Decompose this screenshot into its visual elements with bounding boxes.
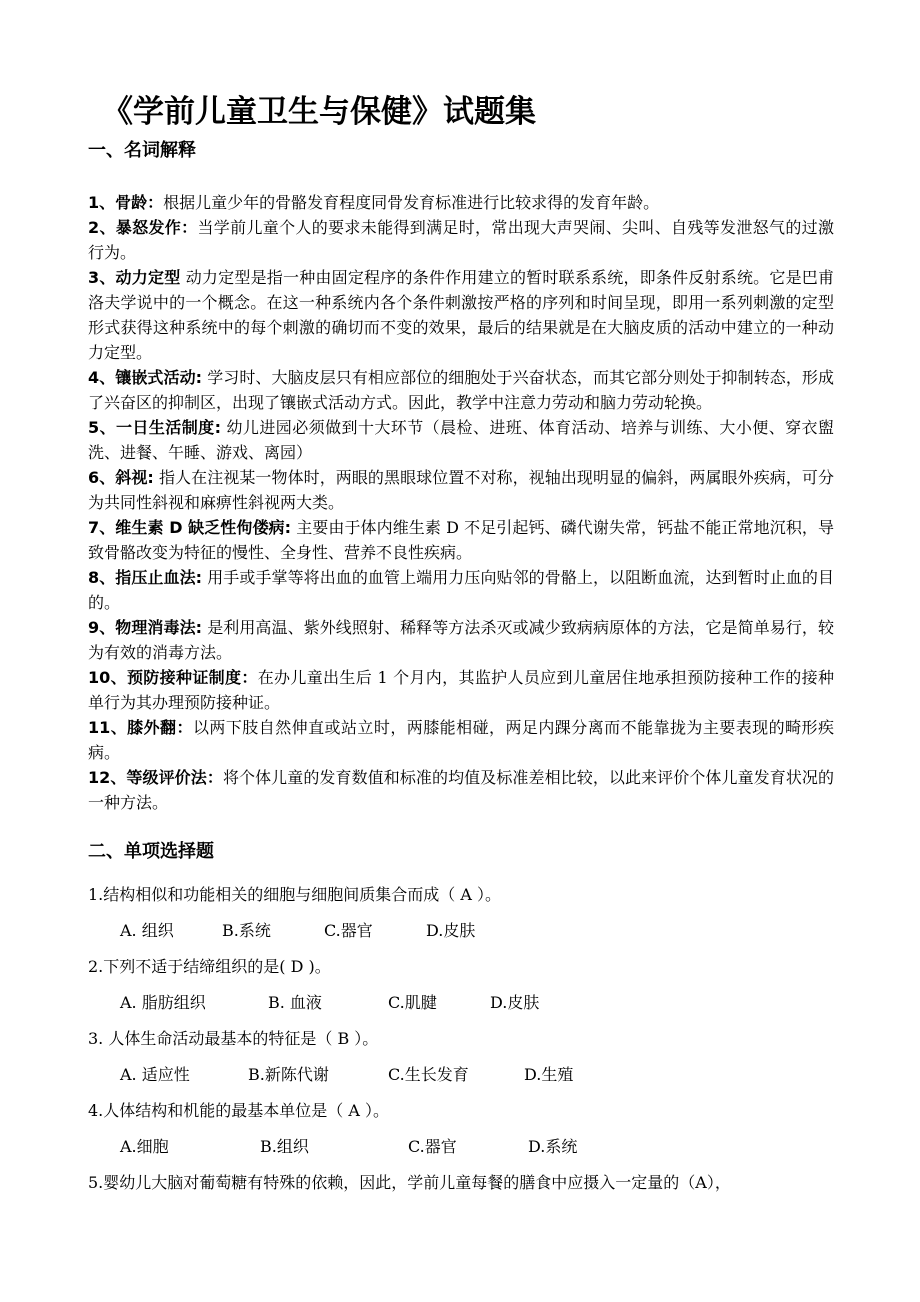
definition-text: 指人在注视某一物体时，两眼的黑眼球位置不对称，视轴出现明显的偏斜，两属眼外疾病，可分为共同性斜视和麻痹性斜视两大类。 bbox=[88, 468, 834, 512]
section-heading-definitions: 一、名词解释 bbox=[88, 140, 196, 161]
question-text: 2.下列不适于结缔组织的是( D )。 bbox=[88, 957, 331, 976]
definition-text: 根据儿童少年的骨骼发育程度同骨发育标准进行比较求得的发育年龄。 bbox=[163, 193, 660, 212]
definition-item bbox=[88, 190, 834, 215]
question-text: 3. 人体生命活动最基本的特征是（ B ）。 bbox=[88, 1029, 379, 1048]
option-b: B. 血液 bbox=[268, 993, 322, 1012]
definition-item bbox=[88, 365, 834, 415]
definition-term: 5、一日生活制度: bbox=[88, 418, 221, 437]
option-c: C.肌腱 bbox=[388, 993, 437, 1012]
question-text: 5.婴幼儿大脑对葡萄糖有特殊的依赖，因此，学前儿童每餐的膳食中应摄入一定量的（A）， bbox=[88, 1173, 731, 1192]
option-b: B.新陈代谢 bbox=[248, 1065, 329, 1084]
definition-text: 幼儿进园必须做到十大环节（晨检、进班、体育活动、培养与训练、大小便、穿衣盥洗、进餐、午睡、游戏、离园） bbox=[88, 418, 834, 462]
questions-list bbox=[88, 883, 834, 1195]
definition-term: 10、预防接种证制度： bbox=[88, 668, 258, 687]
option-d: D.生殖 bbox=[524, 1065, 574, 1084]
option-d: D.皮肤 bbox=[426, 921, 476, 940]
definition-item bbox=[88, 215, 834, 265]
document-page bbox=[88, 88, 834, 1207]
definition-text: 当学前儿童个人的要求未能得到满足时，常出现大声哭闹、尖叫、自残等发泄怒气的过激行为。 bbox=[88, 218, 834, 262]
definition-item bbox=[88, 265, 834, 365]
option-c: C.器官 bbox=[324, 921, 373, 940]
question-options bbox=[120, 919, 834, 943]
definition-term: 12、等级评价法： bbox=[88, 768, 223, 787]
question-options bbox=[120, 1063, 834, 1087]
definition-text: 以两下肢自然伸直或站立时，两膝能相碰，两足内踝分离而不能靠拢为主要表现的畸形疾病。 bbox=[88, 718, 834, 762]
definition-item bbox=[88, 415, 834, 465]
definition-term: 1、骨龄： bbox=[88, 193, 164, 212]
question-options bbox=[120, 991, 834, 1015]
definition-text: 学习时、大脑皮层只有相应部位的细胞处于兴奋状态，而其它部分则处于抑制转态，形成了兴奋区的抑制区，出现了镶嵌式活动方式。因此，教学中注意力劳动和脑力劳动轮换。 bbox=[88, 368, 834, 412]
definition-text: 在办儿童出生后 1 个月内，其监护人员应到儿童居住地承担预防接种工作的接种单行为其办理预防接种证。 bbox=[88, 668, 834, 712]
definition-term: 11、膝外翻： bbox=[88, 718, 193, 737]
question-text: 4.人体结构和机能的最基本单位是（ A ）。 bbox=[88, 1101, 389, 1120]
option-b: B.组织 bbox=[260, 1137, 309, 1156]
definition-term: 6、斜视: bbox=[88, 468, 154, 487]
option-a: A. 组织 bbox=[120, 921, 174, 940]
option-c: C.器官 bbox=[408, 1137, 457, 1156]
definition-item bbox=[88, 515, 834, 565]
definition-text: 动力定型是指一种由固定程序的条件作用建立的暂时联系系统，即条件反射系统。它是巴甫洛夫学说中的一个概念。在这一种系统内各个条件刺激按严格的序列和时间呈现，即用一系列刺激的定型形式获得这种系统中的每个刺激的确切而不变的效果，最后的结果就是在大脑皮质的活动中建立的一种动力定型。 bbox=[88, 268, 835, 362]
option-b: B.系统 bbox=[222, 921, 271, 940]
definition-term: 4、镶嵌式活动: bbox=[88, 368, 203, 387]
option-d: D.系统 bbox=[528, 1137, 578, 1156]
definition-item bbox=[88, 565, 834, 615]
definition-term: 8、指压止血法: bbox=[88, 568, 203, 587]
definition-item bbox=[88, 615, 834, 665]
definitions-list bbox=[88, 190, 834, 815]
definition-item bbox=[88, 715, 834, 765]
definition-text: 是利用高温、紫外线照射、稀释等方法杀灭或减少致病病原体的方法，它是简单易行，较为有效的消毒方法。 bbox=[88, 618, 834, 662]
definition-item bbox=[88, 765, 834, 815]
definition-term: 2、暴怒发作： bbox=[88, 218, 198, 237]
definition-term: 7、维生素 D 缺乏性佝偻病: bbox=[88, 518, 292, 537]
definition-item bbox=[88, 665, 834, 715]
definition-text: 用手或手掌等将出血的血管上端用力压向贴邻的骨骼上，以阻断血流，达到暂时止血的目的。 bbox=[88, 568, 834, 612]
definition-text: 将个体儿童的发育数值和标准的均值及标准差相比较，以此来评价个体儿童发育状况的一种方法。 bbox=[88, 768, 834, 812]
definition-term: 9、物理消毒法: bbox=[88, 618, 203, 637]
definition-text: 主要由于体内维生素 D 不足引起钙、磷代谢失常，钙盐不能正常地沉积，导致骨骼改变为特征的慢性、全身性、营养不良性疾病。 bbox=[88, 518, 834, 562]
document-title: 《学前儿童卫生与保健》试题集 bbox=[102, 94, 536, 130]
question-options bbox=[120, 1135, 834, 1159]
section-heading-single-choice: 二、单项选择题 bbox=[88, 841, 214, 862]
option-a: A.细胞 bbox=[120, 1137, 169, 1156]
option-a: A. 适应性 bbox=[120, 1065, 190, 1084]
definition-item bbox=[88, 465, 834, 515]
option-d: D.皮肤 bbox=[490, 993, 540, 1012]
question-text: 1.结构相似和功能相关的细胞与细胞间质集合而成（ A ）。 bbox=[88, 885, 501, 904]
definition-term: 3、动力定型 bbox=[88, 268, 181, 287]
option-c: C.生长发育 bbox=[388, 1065, 469, 1084]
option-a: A. 脂肪组织 bbox=[120, 993, 206, 1012]
